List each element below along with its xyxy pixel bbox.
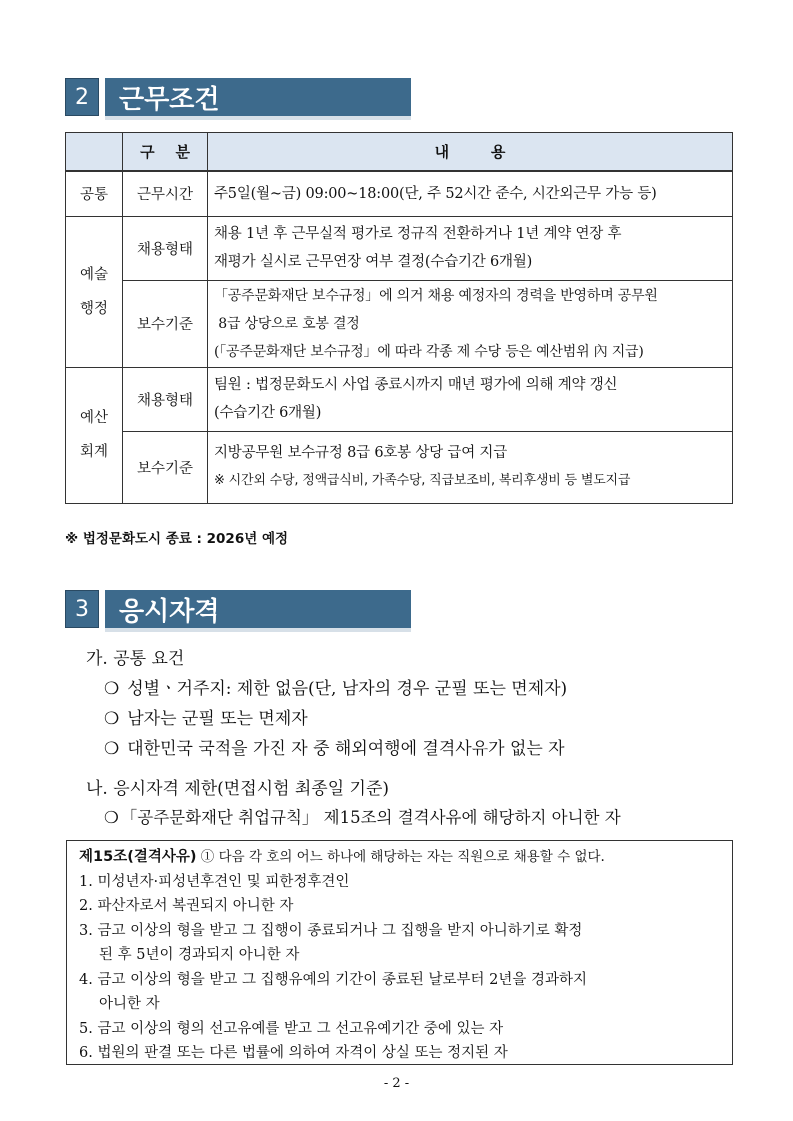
budget-pay-line-1: 지방공무원 보수규정 8급 6호봉 상당 급여 지급 bbox=[214, 445, 508, 461]
page-number: - 2 - bbox=[383, 1076, 410, 1091]
circle-bullet-icon: ❍ bbox=[104, 808, 119, 827]
arts-pay-line-2: 8급 상당으로 호봉 결정 bbox=[214, 315, 360, 332]
work-hours-text: 주5일(월~금) 09:00~18:00(단, 주 52시간 준수, 시간외근무 가능 등) bbox=[208, 171, 733, 216]
section-3-title: 응시자격 bbox=[105, 590, 411, 628]
common-requirements-title: 가. 공통 요건 bbox=[86, 649, 185, 669]
article-15-header bbox=[79, 845, 722, 870]
table-header-row bbox=[66, 133, 733, 172]
requirement-text-3: 대한민국 국적을 가진 자 중 해외여행에 결격사유가 없는 자 bbox=[127, 739, 565, 759]
arts-pay-line-3: (「공주문화재단 보수규정」에 따라 각종 제 수당 등은 예산범위 內 지급) bbox=[214, 343, 644, 360]
list-item bbox=[104, 704, 308, 729]
table-row-common bbox=[66, 171, 733, 216]
group-budget-line2: 회계 bbox=[79, 444, 108, 460]
arts-pay-line-1: 「공주문화재단 보수규정」에 의거 채용 예정자의 경력을 반영하며 공무원 bbox=[214, 287, 658, 304]
article-15-intro: ① 다음 각 호의 어느 하나에 해당하는 자는 직원으로 채용할 수 없다. bbox=[196, 849, 605, 865]
disqualification-item-6: 6. 법원의 판결 또는 다른 법률에 의하여 자격이 상실 또는 정지된 자 bbox=[79, 1045, 508, 1061]
list-item bbox=[104, 734, 565, 759]
list-item bbox=[104, 674, 567, 699]
group-arts-admin bbox=[66, 216, 123, 367]
budget-hire-text bbox=[208, 367, 733, 431]
table-header-content: 내 용 bbox=[208, 133, 733, 172]
table-header-category: 구 분 bbox=[123, 133, 208, 172]
disqualification-item-1: 1. 미성년자·피성년후견인 및 피한정후견인 bbox=[79, 873, 350, 890]
disqualification-item-4: 4. 금고 이상의 형을 받고 그 집행유예의 기간이 종료된 날로부터 2년을 경과하지 bbox=[79, 971, 587, 988]
table-header-blank bbox=[66, 133, 123, 172]
disqualification-item-4-cont: 아니한 자 bbox=[99, 996, 160, 1012]
section-3-number: 3 bbox=[65, 590, 99, 628]
arts-hire-line-2: 재평가 실시로 근무연장 여부 결정(수습기간 6개월) bbox=[214, 254, 533, 270]
table-row-arts-hire bbox=[66, 216, 733, 280]
section-2-title: 근무조건 bbox=[105, 78, 411, 116]
group-arts-line1: 예술 bbox=[79, 266, 108, 283]
circle-bullet-icon: ❍ bbox=[104, 709, 120, 729]
restriction-text: 「공주문화재단 취업규칙」 제15조의 결격사유에 해당하지 아니한 자 bbox=[120, 808, 621, 827]
group-budget-line1: 예산 bbox=[79, 410, 108, 426]
table-row-budget-hire bbox=[66, 367, 733, 431]
cultural-city-end-note: ※ 법정문화도시 종료 : 2026년 예정 bbox=[65, 531, 289, 547]
budget-hire-line-1: 팀원 : 법정문화도시 사업 종료시까지 매년 평가에 의해 계약 갱신 bbox=[214, 377, 618, 393]
disqualification-item-3: 3. 금고 이상의 형을 받고 그 집행이 종료되거나 그 집행을 받지 아니하기로 확정 bbox=[79, 922, 583, 939]
arts-pay-text bbox=[208, 280, 733, 367]
item-arts-pay: 보수기준 bbox=[123, 280, 208, 367]
arts-hire-text bbox=[208, 216, 733, 280]
requirement-text-1: 성별ㆍ거주지: 제한 없음(단, 남자의 경우 군필 또는 면제자) bbox=[127, 679, 568, 699]
section-3-underline bbox=[105, 628, 411, 632]
list-item bbox=[104, 804, 621, 828]
work-conditions-table bbox=[65, 132, 733, 504]
article-15-box bbox=[66, 840, 733, 1065]
disqualification-item-3-cont: 된 후 5년이 경과되지 아니한 자 bbox=[99, 947, 300, 963]
group-budget-accounting bbox=[66, 367, 123, 503]
item-work-hours: 근무시간 bbox=[123, 171, 208, 216]
requirement-text-2: 남자는 군필 또는 면제자 bbox=[127, 709, 308, 729]
item-arts-hire-type: 채용형태 bbox=[123, 216, 208, 280]
arts-hire-line-1: 채용 1년 후 근무실적 평가로 정규직 전환하거나 1년 계약 연장 후 bbox=[214, 226, 622, 242]
group-arts-line2: 행정 bbox=[79, 300, 108, 317]
disqualification-item-5: 5. 금고 이상의 형의 선고유예를 받고 그 선고유예기간 중에 있는 자 bbox=[79, 1020, 504, 1037]
item-budget-pay: 보수기준 bbox=[123, 431, 208, 503]
item-budget-hire-type: 채용형태 bbox=[123, 367, 208, 431]
group-common: 공통 bbox=[66, 171, 123, 216]
budget-hire-line-2: (수습기간 6개월) bbox=[214, 405, 322, 421]
restriction-title: 나. 응시자격 제한(면접시험 최종일 기준) bbox=[86, 779, 390, 799]
table-row-budget-pay bbox=[66, 431, 733, 503]
disqualification-item-2: 2. 파산자로서 복권되지 아니한 자 bbox=[79, 898, 294, 914]
budget-pay-line-2: ※ 시간외 수당, 정액급식비, 가족수당, 직급보조비, 복리후생비 등 별도지급 bbox=[214, 473, 631, 488]
section-2-number: 2 bbox=[65, 78, 99, 116]
article-15-title: 제15조(결격사유) bbox=[79, 849, 197, 865]
circle-bullet-icon: ❍ bbox=[104, 679, 120, 699]
circle-bullet-icon: ❍ bbox=[104, 739, 120, 759]
table-row-arts-pay bbox=[66, 280, 733, 367]
section-2-underline bbox=[105, 116, 411, 120]
budget-pay-text bbox=[208, 431, 733, 503]
